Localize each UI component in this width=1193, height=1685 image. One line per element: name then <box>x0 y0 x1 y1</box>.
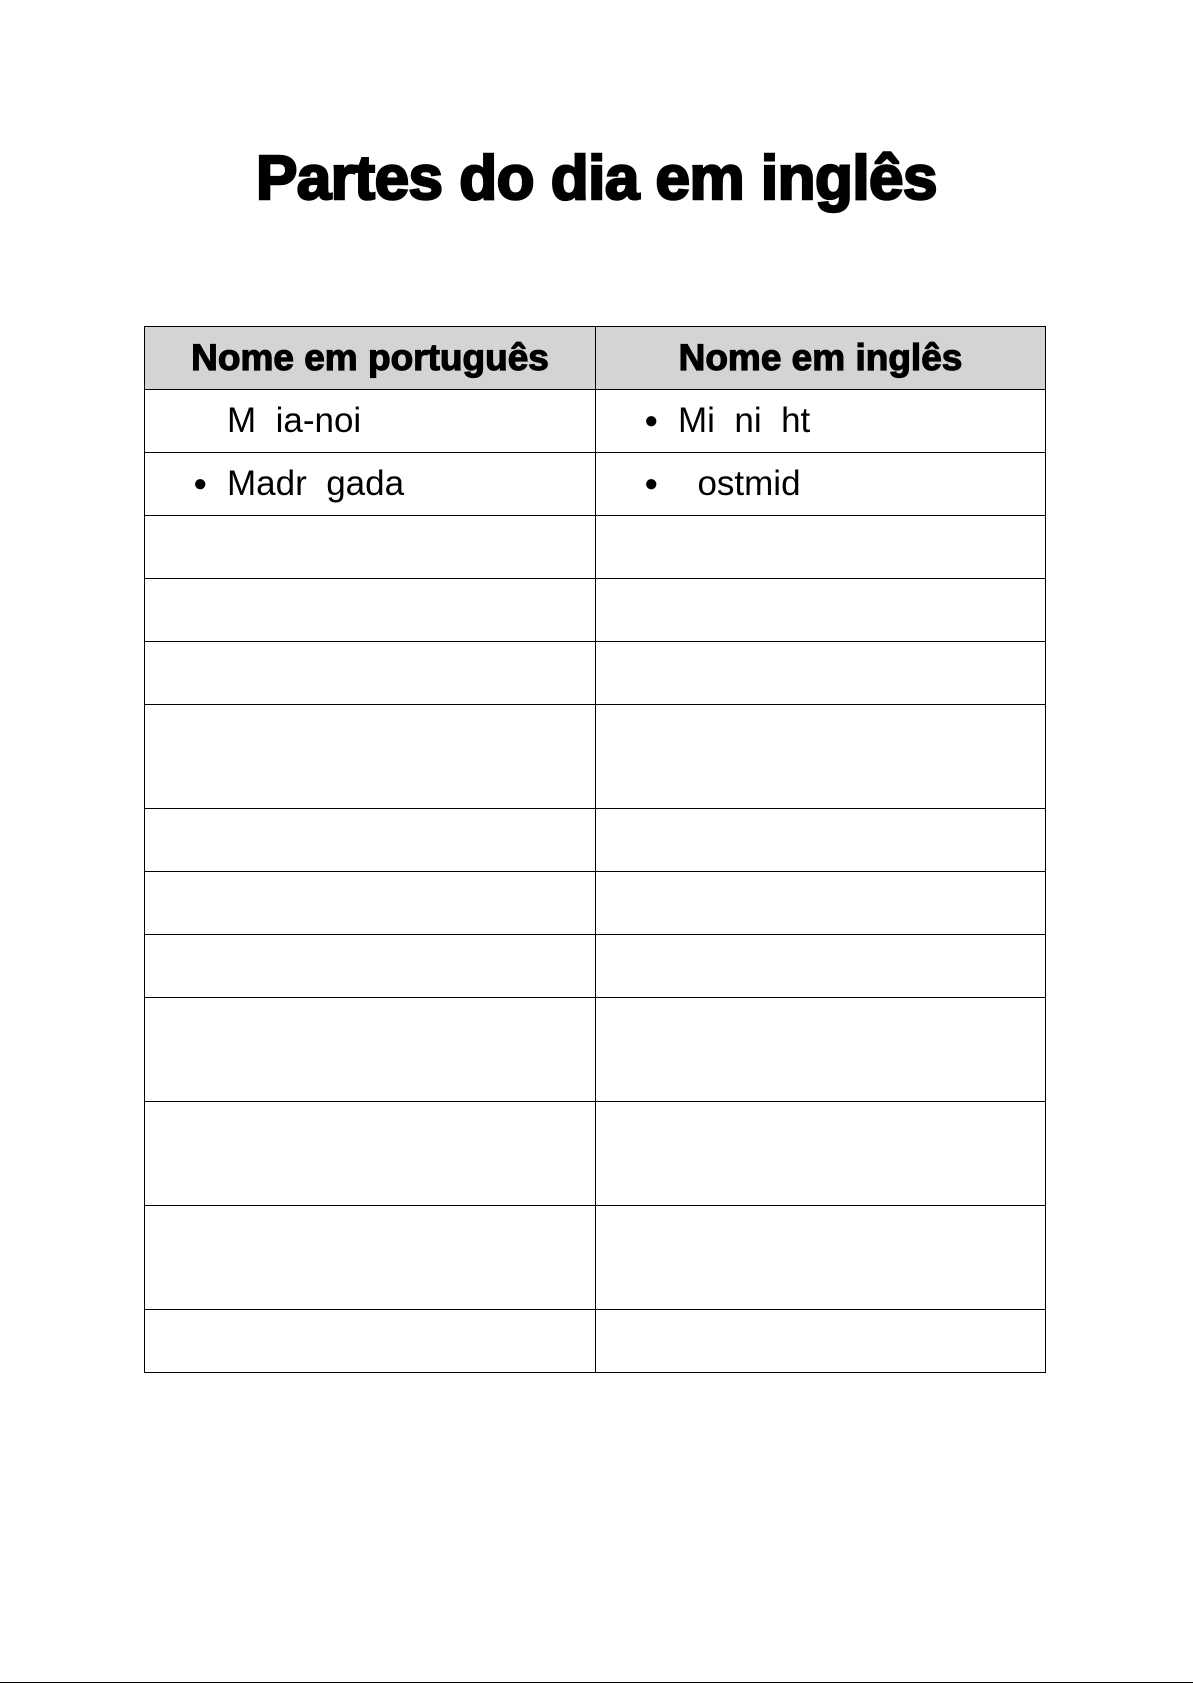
cell-portuguese[interactable] <box>145 935 596 998</box>
table-row <box>145 705 1046 809</box>
bullet-icon: ● <box>644 407 659 434</box>
cell-portuguese[interactable] <box>145 1206 596 1310</box>
header-english: Nome em inglês <box>596 327 1046 390</box>
cell-english[interactable] <box>596 1102 1046 1206</box>
cell-english[interactable] <box>596 642 1046 705</box>
cell-portuguese[interactable] <box>145 642 596 705</box>
cell-content <box>596 464 1045 504</box>
cell-portuguese[interactable] <box>145 872 596 935</box>
table-row <box>145 642 1046 705</box>
table-row <box>145 809 1046 872</box>
cell-english[interactable] <box>596 998 1046 1102</box>
cell-portuguese[interactable] <box>145 579 596 642</box>
cell-content <box>145 464 595 504</box>
table-header-row <box>145 327 1046 390</box>
cell-english[interactable] <box>596 1206 1046 1310</box>
table-row <box>145 872 1046 935</box>
table-body <box>145 390 1046 1373</box>
cell-content <box>145 401 595 441</box>
table-row <box>145 998 1046 1102</box>
cell-english[interactable] <box>596 705 1046 809</box>
cell-portuguese[interactable] <box>145 809 596 872</box>
table-row <box>145 579 1046 642</box>
cell-english[interactable] <box>596 872 1046 935</box>
cell-content <box>596 401 1045 441</box>
page-bottom-rule <box>0 1682 1193 1683</box>
cell-portuguese[interactable] <box>145 1102 596 1206</box>
cell-portuguese[interactable] <box>145 705 596 809</box>
table-row <box>145 390 1046 453</box>
table-row <box>145 1102 1046 1206</box>
page-title: Partes do dia em inglês <box>255 144 938 213</box>
cell-english[interactable] <box>596 390 1046 453</box>
cell-portuguese[interactable] <box>145 516 596 579</box>
bullet-icon: ● <box>644 470 659 497</box>
cell-text-portuguese: M ia-noi <box>227 401 362 440</box>
cell-portuguese[interactable] <box>145 390 596 453</box>
cell-text-english: Mi ni ht <box>678 401 811 440</box>
cell-english[interactable] <box>596 935 1046 998</box>
cell-english[interactable] <box>596 516 1046 579</box>
cell-portuguese[interactable] <box>145 453 596 516</box>
cell-english[interactable] <box>596 809 1046 872</box>
cell-english[interactable] <box>596 1310 1046 1373</box>
bullet-icon: ● <box>193 470 208 497</box>
vocabulary-table <box>144 326 1046 1373</box>
cell-text-portuguese: Madr gada <box>227 464 405 503</box>
cell-text-english: ostmid <box>678 464 801 503</box>
cell-portuguese[interactable] <box>145 998 596 1102</box>
cell-portuguese[interactable] <box>145 1310 596 1373</box>
header-portuguese: Nome em português <box>145 327 596 390</box>
table-row <box>145 1206 1046 1310</box>
table-row <box>145 1310 1046 1373</box>
cell-english[interactable] <box>596 453 1046 516</box>
table-row <box>145 935 1046 998</box>
table-row <box>145 516 1046 579</box>
cell-english[interactable] <box>596 579 1046 642</box>
table-row <box>145 453 1046 516</box>
